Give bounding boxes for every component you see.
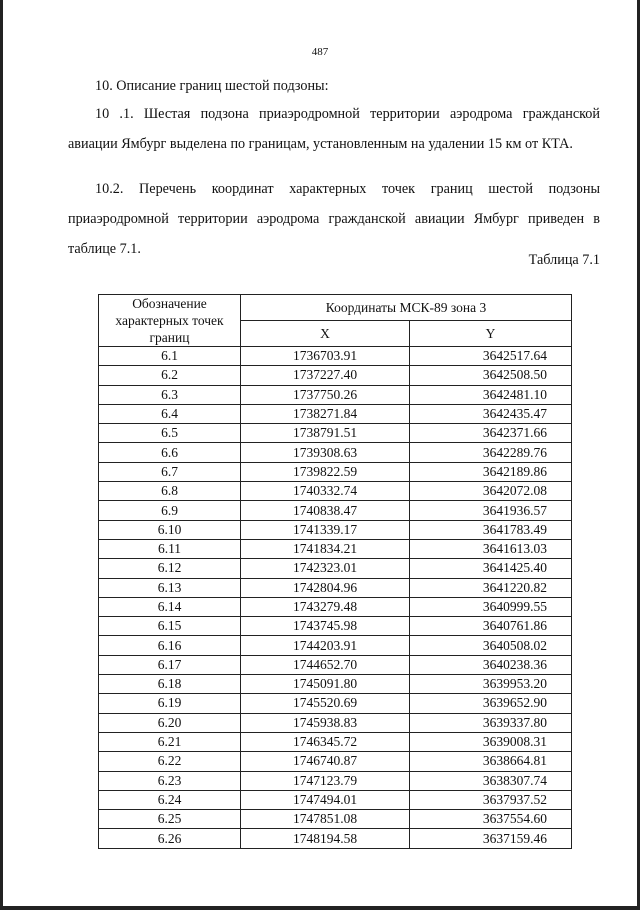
section-heading: 10. Описание границ шестой подзоны: <box>95 78 329 94</box>
point-cell: 6.19 <box>99 694 241 713</box>
point-cell: 6.4 <box>99 404 241 423</box>
table-row <box>99 790 572 809</box>
table-row <box>99 810 572 829</box>
y-cell: 3642435.47 <box>410 404 572 423</box>
x-cell: 1745938.83 <box>241 713 410 732</box>
x-cell: 1748194.58 <box>241 829 410 848</box>
y-cell: 3640238.36 <box>410 655 572 674</box>
x-cell: 1746345.72 <box>241 732 410 751</box>
point-cell: 6.9 <box>99 501 241 520</box>
point-cell: 6.3 <box>99 385 241 404</box>
point-cell: 6.21 <box>99 732 241 751</box>
point-cell: 6.7 <box>99 462 241 481</box>
y-cell: 3638664.81 <box>410 752 572 771</box>
y-cell: 3642371.66 <box>410 424 572 443</box>
x-cell: 1740332.74 <box>241 482 410 501</box>
y-cell: 3642481.10 <box>410 385 572 404</box>
x-cell: 1747494.01 <box>241 790 410 809</box>
y-cell: 3641425.40 <box>410 559 572 578</box>
point-cell: 6.20 <box>99 713 241 732</box>
table-row <box>99 424 572 443</box>
x-cell: 1739308.63 <box>241 443 410 462</box>
table-row <box>99 366 572 385</box>
y-cell: 3639337.80 <box>410 713 572 732</box>
table-row <box>99 520 572 539</box>
coordinates-table <box>98 294 572 849</box>
page-number: 487 <box>311 46 329 58</box>
x-cell: 1745520.69 <box>241 694 410 713</box>
x-cell: 1742804.96 <box>241 578 410 597</box>
point-cell: 6.11 <box>99 539 241 558</box>
table-row <box>99 636 572 655</box>
y-cell: 3642289.76 <box>410 443 572 462</box>
x-cell: 1745091.80 <box>241 675 410 694</box>
x-cell: 1747851.08 <box>241 810 410 829</box>
y-cell: 3640999.55 <box>410 597 572 616</box>
y-cell: 3642508.50 <box>410 366 572 385</box>
point-cell: 6.8 <box>99 482 241 501</box>
x-cell: 1737227.40 <box>241 366 410 385</box>
point-cell: 6.1 <box>99 347 241 366</box>
point-cell: 6.14 <box>99 597 241 616</box>
table-row <box>99 617 572 636</box>
header-coordinates: Координаты МСК-89 зона 3 <box>241 295 572 321</box>
table-row <box>99 578 572 597</box>
y-cell: 3640508.02 <box>410 636 572 655</box>
point-cell: 6.17 <box>99 655 241 674</box>
x-cell: 1743279.48 <box>241 597 410 616</box>
point-cell: 6.13 <box>99 578 241 597</box>
header-y: Y <box>410 321 572 347</box>
table-header-row <box>99 295 572 321</box>
y-cell: 3642072.08 <box>410 482 572 501</box>
table-row <box>99 771 572 790</box>
y-cell: 3638307.74 <box>410 771 572 790</box>
y-cell: 3639953.20 <box>410 675 572 694</box>
y-cell: 3642189.86 <box>410 462 572 481</box>
table-row <box>99 597 572 616</box>
point-cell: 6.25 <box>99 810 241 829</box>
point-cell: 6.16 <box>99 636 241 655</box>
table-row <box>99 559 572 578</box>
table-row <box>99 404 572 423</box>
table-row <box>99 347 572 366</box>
y-cell: 3642517.64 <box>410 347 572 366</box>
point-cell: 6.10 <box>99 520 241 539</box>
x-cell: 1737750.26 <box>241 385 410 404</box>
table-row <box>99 752 572 771</box>
point-cell: 6.23 <box>99 771 241 790</box>
table-row <box>99 482 572 501</box>
x-cell: 1740838.47 <box>241 501 410 520</box>
x-cell: 1741339.17 <box>241 520 410 539</box>
y-cell: 3639008.31 <box>410 732 572 751</box>
point-cell: 6.26 <box>99 829 241 848</box>
table-row <box>99 732 572 751</box>
point-cell: 6.15 <box>99 617 241 636</box>
y-cell: 3637554.60 <box>410 810 572 829</box>
x-cell: 1744203.91 <box>241 636 410 655</box>
header-point-label: Обозначение характерных точек границ <box>99 295 241 347</box>
point-cell: 6.5 <box>99 424 241 443</box>
y-cell: 3637159.46 <box>410 829 572 848</box>
table-caption: Таблица 7.1 <box>528 252 600 268</box>
header-x: X <box>241 321 410 347</box>
point-cell: 6.6 <box>99 443 241 462</box>
y-cell: 3641613.03 <box>410 539 572 558</box>
x-cell: 1742323.01 <box>241 559 410 578</box>
point-cell: 6.2 <box>99 366 241 385</box>
point-cell: 6.18 <box>99 675 241 694</box>
y-cell: 3641936.57 <box>410 501 572 520</box>
table-body <box>99 347 572 849</box>
y-cell: 3639652.90 <box>410 694 572 713</box>
table-row <box>99 655 572 674</box>
x-cell: 1746740.87 <box>241 752 410 771</box>
paragraph-10-2: 10.2. Перечень координат характерных точек границ шестой подзоны приаэродромной территории аэродрома гражданской авиации Ямбург приведен в таблице 7.1. <box>68 181 600 257</box>
table-row <box>99 713 572 732</box>
point-cell: 6.24 <box>99 790 241 809</box>
x-cell: 1736703.91 <box>241 347 410 366</box>
y-cell: 3641220.82 <box>410 578 572 597</box>
x-cell: 1743745.98 <box>241 617 410 636</box>
point-cell: 6.12 <box>99 559 241 578</box>
x-cell: 1747123.79 <box>241 771 410 790</box>
table-row <box>99 694 572 713</box>
x-cell: 1738791.51 <box>241 424 410 443</box>
table-row <box>99 829 572 848</box>
x-cell: 1739822.59 <box>241 462 410 481</box>
table-row <box>99 501 572 520</box>
table-row <box>99 539 572 558</box>
table-row <box>99 675 572 694</box>
table-row <box>99 443 572 462</box>
paragraph-10-1: 10 .1. Шестая подзона приаэродромной территории аэродрома гражданской авиации Ямбург выделена по границам, установленным на удалении 15 км от КТА. <box>68 106 600 152</box>
x-cell: 1741834.21 <box>241 539 410 558</box>
y-cell: 3640761.86 <box>410 617 572 636</box>
table-row <box>99 385 572 404</box>
y-cell: 3641783.49 <box>410 520 572 539</box>
x-cell: 1744652.70 <box>241 655 410 674</box>
table-row <box>99 462 572 481</box>
y-cell: 3637937.52 <box>410 790 572 809</box>
x-cell: 1738271.84 <box>241 404 410 423</box>
point-cell: 6.22 <box>99 752 241 771</box>
